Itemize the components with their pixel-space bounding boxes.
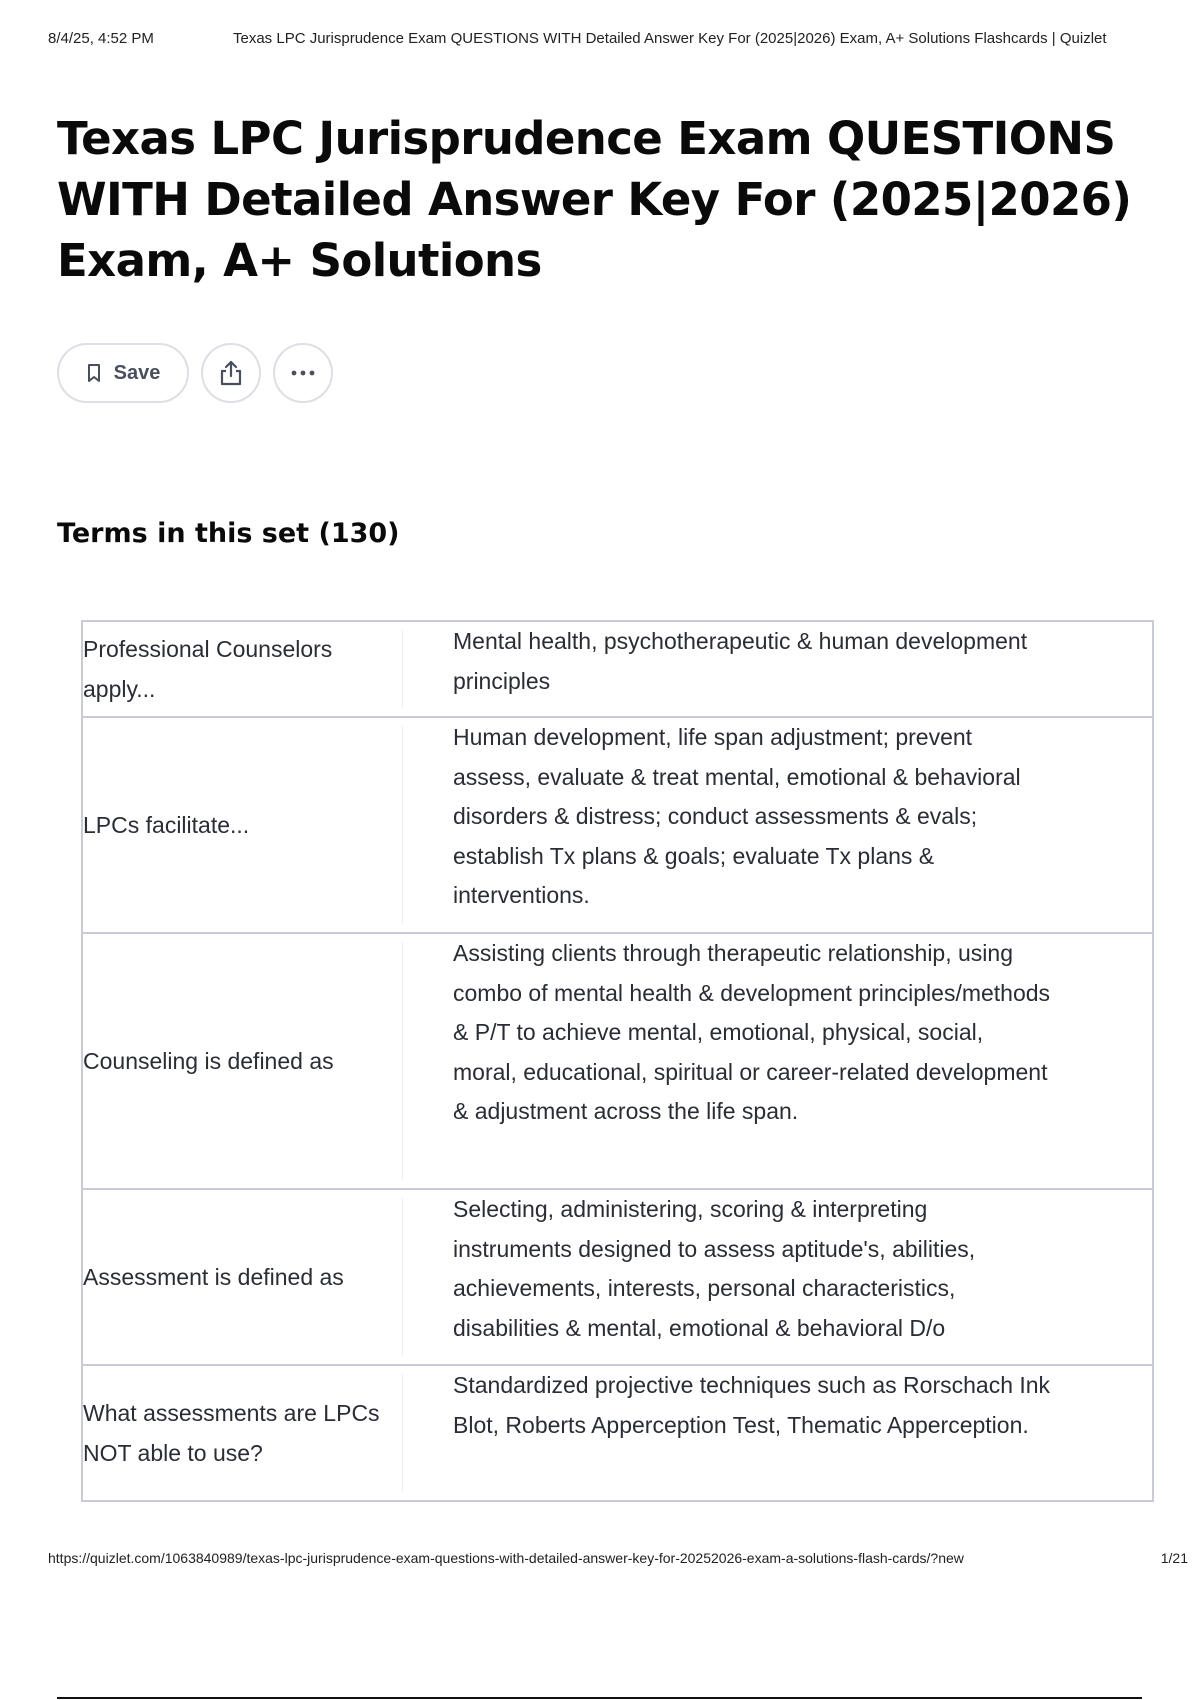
page-url: https://quizlet.com/1063840989/texas-lpc-jurisprudence-exam-questions-with-detailed-answer-key-for-20252026-exam-a-solutions-flash-cards/?new <box>48 1550 964 1566</box>
print-date: 8/4/25, 4:52 PM <box>48 30 154 47</box>
term-row <box>83 622 1152 718</box>
definition-text: Assisting clients through therapeutic relationship, using combo of mental health & development principles/methods & P/T to achieve mental, emotional, physical, social, moral, educational, spiritual or career-related development & adjustment across the life span. <box>453 940 1051 1124</box>
page-number: 1/21 <box>1160 1550 1188 1566</box>
term-text: LPCs facilitate... <box>83 726 403 924</box>
term-text: What assessments are LPCs NOT able to use? <box>83 1374 403 1492</box>
more-options-button[interactable] <box>273 343 333 403</box>
term-text: Professional Counselors apply... <box>83 630 403 708</box>
print-document-title: Texas LPC Jurisprudence Exam QUESTIONS WITH Detailed Answer Key For (2025|2026) Exam, A+ Solutions Flashcards | Quizlet <box>233 30 1107 47</box>
term-row <box>83 934 1152 1190</box>
share-icon <box>218 359 244 387</box>
definition-text: Mental health, psychotherapeutic & human development principles <box>453 628 1028 694</box>
term-text: Assessment is defined as <box>83 1198 403 1356</box>
definition-text: Selecting, administering, scoring & interpreting instruments designed to assess aptitude's, abilities, achievements, interests, personal characteristics, disabilities & mental, emotional & behavioral D/o <box>453 1196 976 1341</box>
save-button[interactable] <box>57 343 189 403</box>
definition-text: Standardized projective techniques such as Rorschach Ink Blot, Roberts Apperception Test, Thematic Apperception. <box>453 1372 1051 1438</box>
terms-list <box>81 620 1154 1502</box>
bookmark-icon <box>86 363 102 383</box>
page-divider <box>57 1697 1142 1699</box>
share-button[interactable] <box>201 343 261 403</box>
definition-text: Human development, life span adjustment; prevent assess, evaluate & treat mental, emotional & behavioral disorders & distress; conduct assessments & evals; establish Tx plans & goals; evaluate Tx plans & interventions. <box>453 724 1021 908</box>
term-row <box>83 718 1152 934</box>
term-text: Counseling is defined as <box>83 942 403 1180</box>
page-title: Texas LPC Jurisprudence Exam QUESTIONS WITH Detailed Answer Key For (2025|2026) Exam, A+ Solutions <box>57 112 1132 287</box>
print-header <box>48 30 1168 47</box>
print-footer <box>48 1550 1188 1566</box>
term-row <box>83 1190 1152 1366</box>
terms-heading: Terms in this set (130) <box>57 518 400 549</box>
more-horizontal-icon <box>289 369 317 377</box>
set-actions <box>57 343 333 403</box>
term-row <box>83 1366 1152 1502</box>
save-label: Save <box>113 361 161 384</box>
